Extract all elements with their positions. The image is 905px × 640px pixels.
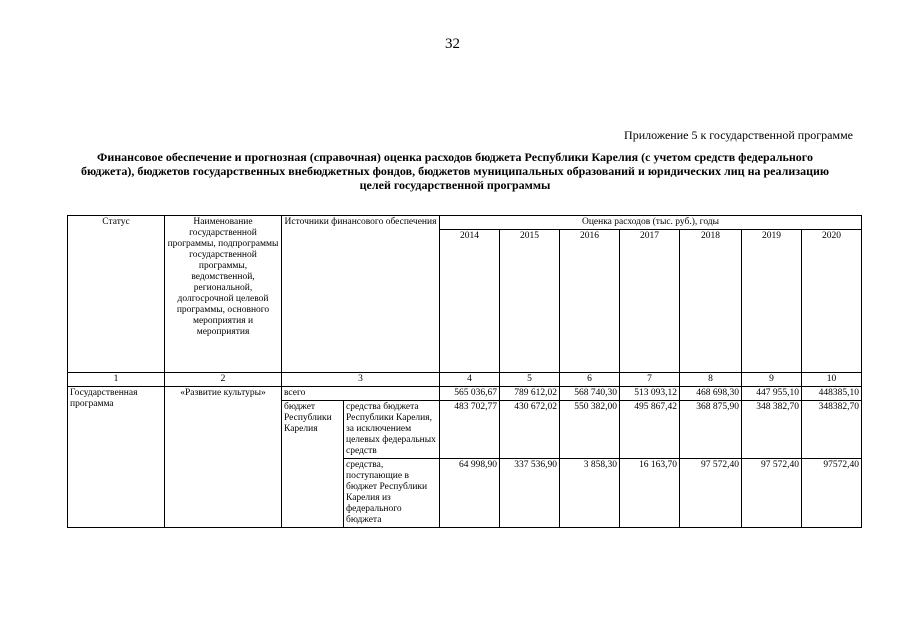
value-cell: 97 572,40 (742, 459, 802, 528)
table-row-total (68, 387, 862, 401)
header-program-name: Наименование государственной программы, подпрограммы государственной программы, ведомственной, региональной, долгосрочной целевой программы, основного мероприятия и мероприятия (165, 216, 282, 373)
value-cell: 368 875,90 (680, 401, 742, 459)
header-estimate: Оценка расходов (тыс. руб.), годы (440, 216, 862, 230)
header-status: Статус (68, 216, 165, 373)
document-title: Финансовое обеспечение и прогнозная (справочная) оценка расходов бюджета Республики Карелия (с учетом средств федерального бюджета), бюджетов государственных внебюджетных фондов, бюджетов муниципальных образований и юридических лиц на реализацию целей государственной программы (80, 150, 830, 192)
program-status: Государственная программа (68, 387, 165, 528)
value-cell: 3 858,30 (560, 459, 620, 528)
header-year: 2020 (802, 230, 862, 373)
header-year: 2015 (500, 230, 560, 373)
value-cell: 430 672,02 (500, 401, 560, 459)
column-number: 10 (802, 373, 862, 387)
header-year: 2014 (440, 230, 500, 373)
appendix-label: Приложение 5 к государственной программе (624, 128, 853, 142)
value-cell: 447 955,10 (742, 387, 802, 401)
column-number: 8 (680, 373, 742, 387)
value-cell: 568 740,30 (560, 387, 620, 401)
page-number: 32 (445, 36, 460, 52)
value-cell: 565 036,67 (440, 387, 500, 401)
header-row-top (68, 216, 862, 230)
value-cell: 97 572,40 (680, 459, 742, 528)
value-cell: 448385,10 (802, 387, 862, 401)
value-cell: 337 536,90 (500, 459, 560, 528)
financing-table (67, 215, 862, 528)
column-number: 9 (742, 373, 802, 387)
value-cell: 513 093,12 (620, 387, 680, 401)
header-year: 2017 (620, 230, 680, 373)
column-number: 3 (282, 373, 440, 387)
value-cell: 97572,40 (802, 459, 862, 528)
column-number: 7 (620, 373, 680, 387)
header-year: 2018 (680, 230, 742, 373)
column-number: 5 (500, 373, 560, 387)
value-cell: 468 698,30 (680, 387, 742, 401)
source-regional-budget: бюджет Республики Карелия (282, 401, 344, 528)
value-cell: 789 612,02 (500, 387, 560, 401)
value-cell: 495 867,42 (620, 401, 680, 459)
value-cell: 483 702,77 (440, 401, 500, 459)
column-number: 2 (165, 373, 282, 387)
column-number: 1 (68, 373, 165, 387)
value-cell: 550 382,00 (560, 401, 620, 459)
header-funding-sources: Источники финансового обеспечения (282, 216, 440, 373)
program-name: «Развитие культуры» (165, 387, 282, 528)
column-number-row (68, 373, 862, 387)
value-cell: 348 382,70 (742, 401, 802, 459)
subsource-regional-own: средства бюджета Республики Карелия, за исключением целевых федеральных средств (344, 401, 440, 459)
value-cell: 16 163,70 (620, 459, 680, 528)
header-year: 2019 (742, 230, 802, 373)
value-cell: 64 998,90 (440, 459, 500, 528)
header-year: 2016 (560, 230, 620, 373)
value-cell: 348382,70 (802, 401, 862, 459)
subsource-federal-transfers: средства, поступающие в бюджет Республики Карелия из федерального бюджета (344, 459, 440, 528)
source-total: всего (282, 387, 440, 401)
column-number: 4 (440, 373, 500, 387)
column-number: 6 (560, 373, 620, 387)
